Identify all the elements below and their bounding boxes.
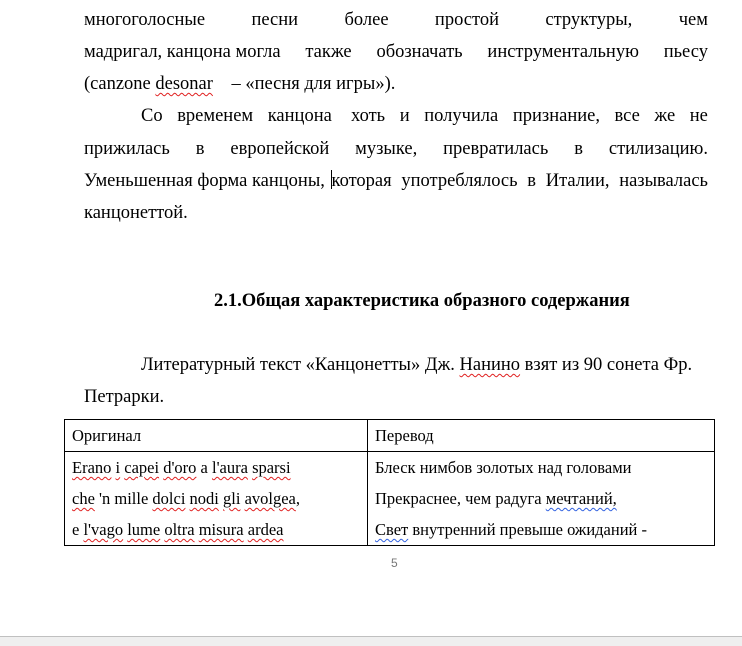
spelling-error-word[interactable]: nodi (189, 489, 219, 508)
spelling-error-word[interactable]: d'oro (163, 458, 197, 477)
spelling-error-word[interactable]: dolci (152, 489, 186, 508)
table-header-row (65, 420, 715, 452)
word: канцона (267, 106, 332, 126)
word: европейской (230, 139, 330, 159)
paragraph-2-line-2 (84, 138, 708, 160)
poem-line (72, 483, 361, 514)
text-run-with-cursor (84, 170, 392, 192)
word: обозначать (376, 42, 463, 62)
text-run: 'n mille (94, 489, 153, 508)
section-heading: 2.1.Общая характеристика образного содержания (214, 291, 630, 311)
spelling-error-word[interactable]: l'vago (83, 520, 124, 539)
word: превратилась (443, 139, 549, 159)
word: в (195, 139, 205, 159)
grammar-error-word[interactable]: Свет (375, 520, 409, 539)
paragraph-1-line-1 (84, 9, 708, 31)
poem-line (72, 452, 361, 483)
word: прижилась (84, 139, 170, 159)
spelling-error-word[interactable]: l'aura (211, 458, 248, 477)
word: употреблялось (401, 171, 518, 191)
page-number: 5 (391, 556, 398, 570)
spelling-error-word[interactable]: Erano (72, 458, 112, 477)
header-cell-translation[interactable]: Перевод (368, 420, 715, 452)
translation-text-cell[interactable] (368, 452, 715, 546)
spelling-error-word[interactable]: desonar (155, 74, 213, 94)
paragraph-3-line-1 (141, 354, 708, 376)
spelling-error-word[interactable]: lume (127, 520, 161, 539)
word: инструментальную (487, 42, 639, 62)
text-run: Уменьшенная форма канцоны, (84, 171, 330, 191)
text-run-with-error (141, 354, 692, 376)
paragraph-2-line-4: канцонеттой. (84, 203, 188, 223)
word: же (654, 106, 676, 126)
word: музыке, (355, 139, 418, 159)
poem-line (375, 483, 708, 514)
text-run: Блеск нимбов золотых над головами (375, 458, 632, 477)
word: получила (424, 106, 499, 126)
word: стилизацию. (608, 139, 708, 159)
word: Италии, (545, 171, 610, 191)
spelling-error-word[interactable]: sparsi (252, 458, 291, 477)
word: Со (141, 106, 163, 126)
word: мадригал, канцона могла (84, 42, 281, 62)
text-run: , (295, 489, 300, 508)
word: многоголосные (84, 10, 206, 30)
word: и (399, 106, 410, 126)
poem-line (72, 514, 361, 545)
word: песни (251, 10, 299, 30)
spelling-error-word[interactable]: oltra (164, 520, 195, 539)
spelling-error-word[interactable]: Нанино (459, 355, 521, 375)
word: более (344, 10, 389, 30)
word: в (574, 139, 583, 159)
spelling-error-word[interactable]: capei (124, 458, 160, 477)
paragraph-2-line-3 (84, 170, 708, 192)
text-run: (canzone (84, 74, 156, 94)
word: все (614, 106, 640, 126)
spelling-error-word[interactable]: gli (223, 489, 241, 508)
table-row (65, 452, 715, 546)
word: признание, (512, 106, 600, 126)
word: простой (434, 10, 499, 30)
text-run: a (196, 458, 212, 477)
grammar-error-word[interactable]: мечтаний, (545, 489, 617, 508)
word: структуры, (545, 10, 633, 30)
paragraph-2-line-1 (141, 105, 708, 127)
text-run: взят из 90 сонета Фр. (520, 355, 693, 375)
word: временем (177, 106, 254, 126)
word: не (689, 106, 708, 126)
paragraph-3-line-2: Петрарки. (84, 387, 165, 407)
spelling-error-word[interactable]: ardea (247, 520, 284, 539)
paragraph-1-line-3 (84, 73, 708, 95)
text-run: внутренний превыше ожиданий - (408, 520, 647, 539)
word: которая (331, 171, 392, 191)
spelling-error-word[interactable]: i (115, 458, 121, 477)
original-text-cell[interactable] (65, 452, 368, 546)
spelling-error-word[interactable]: che (72, 489, 95, 508)
poem-line (375, 514, 708, 545)
poem-line (375, 452, 708, 483)
word: чем (678, 10, 708, 30)
spelling-error-word[interactable]: misura (198, 520, 244, 539)
header-cell-original[interactable]: Оригинал (65, 420, 368, 452)
text-run: – «песня для игры»). (212, 74, 396, 94)
poem-table[interactable] (64, 419, 715, 546)
word: также (305, 42, 352, 62)
text-run: e (72, 520, 84, 539)
page-gap (0, 636, 742, 646)
word: называлась (619, 171, 708, 191)
text-run: Литературный текст «Канцонетты» Дж. (141, 355, 460, 375)
spelling-error-word[interactable]: avolgea (244, 489, 296, 508)
word: в (527, 171, 537, 191)
paragraph-1-line-2 (84, 41, 708, 63)
word: пьесу (663, 42, 708, 62)
text-run: Прекраснее, чем радуга (375, 489, 546, 508)
word: хоть (346, 106, 386, 126)
